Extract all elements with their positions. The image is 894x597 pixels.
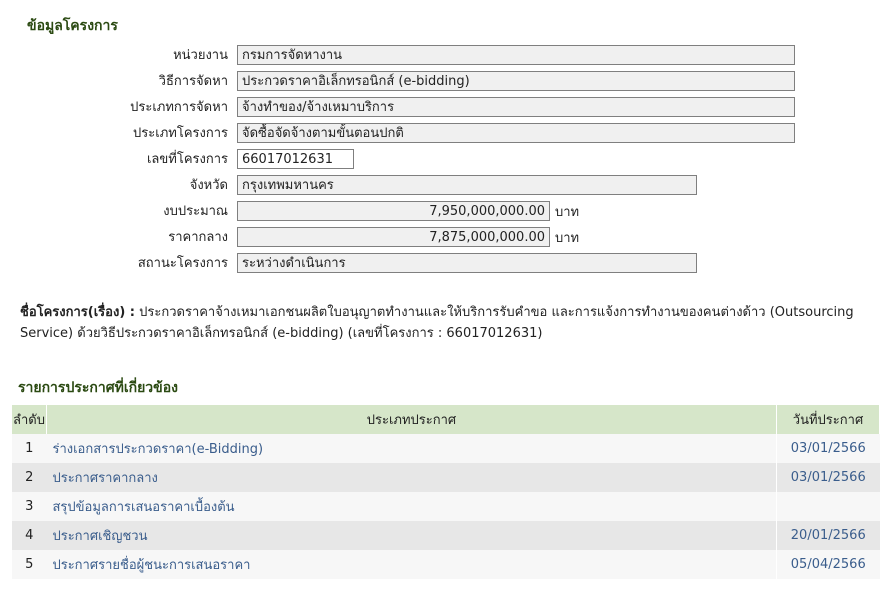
table-row (12, 521, 880, 550)
header-date: วันที่ประกาศ (777, 405, 880, 434)
announcement-date-link[interactable]: 05/04/2566 (777, 550, 880, 579)
status-label: สถานะโครงการ (137, 256, 228, 271)
announcement-link[interactable]: ร่างเอกสารประกวดราคา(e-Bidding) (46, 434, 776, 463)
table-header-row (12, 405, 880, 434)
median-price-label: ราคากลาง (168, 230, 228, 245)
row-number: 2 (12, 463, 46, 492)
field-row-method (0, 71, 228, 93)
median-price-unit: บาท (555, 231, 580, 246)
field-row-project-type (0, 123, 228, 145)
province-field: กรุงเทพมหานคร (237, 175, 697, 195)
announcement-date-link (777, 492, 880, 521)
announcement-link[interactable]: ประกาศราคากลาง (46, 463, 776, 492)
table-row (12, 463, 880, 492)
field-row-status (0, 253, 228, 275)
announcement-date-link[interactable]: 03/01/2566 (777, 463, 880, 492)
project-number-field: 66017012631 (237, 149, 354, 169)
project-type-label: ประเภทโครงการ (133, 126, 228, 141)
header-type: ประเภทประกาศ (46, 405, 776, 434)
row-number: 1 (12, 434, 46, 463)
status-field: ระหว่างดำเนินการ (237, 253, 697, 273)
announcement-date-link[interactable]: 03/01/2566 (777, 434, 880, 463)
announcement-link[interactable]: ประกาศรายชื่อผู้ชนะการเสนอราคา (46, 550, 776, 579)
budget-unit: บาท (555, 205, 580, 220)
table-row (12, 434, 880, 463)
row-number: 4 (12, 521, 46, 550)
median-price-field: 7,875,000,000.00 (237, 227, 550, 247)
budget-field: 7,950,000,000.00 (237, 201, 550, 221)
field-row-procurement-type (0, 97, 228, 119)
row-number: 5 (12, 550, 46, 579)
method-field: ประกวดราคาอิเล็กทรอนิกส์ (e-bidding) (237, 71, 795, 91)
header-no: ลำดับ (12, 405, 46, 434)
field-row-project-number (0, 149, 228, 171)
project-number-label: เลขที่โครงการ (146, 152, 228, 167)
project-name-label: ชื่อโครงการ(เรื่อง) : (20, 305, 135, 320)
announcement-link[interactable]: สรุปข้อมูลการเสนอราคาเบื้องต้น (46, 492, 776, 521)
table-row (12, 492, 880, 521)
announcement-table (12, 405, 880, 579)
field-row-province (0, 175, 228, 197)
project-name-text: ประกวดราคาจ้างเหมาเอกชนผลิตใบอนุญาตทำงานและให้บริการรับคำขอ และการแจ้งการทำงานของคนต่างด้าว (Outsourcing Service) ด้วยวิธีประกวดราคาอิเล็กทรอนิกส์ (e-bidding) (เลขที่โครงการ : 66017012631) (20, 305, 854, 341)
budget-label: งบประมาณ (163, 204, 228, 219)
agency-label: หน่วยงาน (173, 48, 228, 63)
field-row-budget (0, 201, 228, 223)
announcement-link[interactable]: ประกาศเชิญชวน (46, 521, 776, 550)
procurement-type-field: จ้างทำของ/จ้างเหมาบริการ (237, 97, 795, 117)
announcement-date-link[interactable]: 20/01/2566 (777, 521, 880, 550)
method-label: วิธีการจัดหา (158, 74, 228, 89)
project-type-field: จัดซื้อจัดจ้างตามขั้นตอนปกติ (237, 123, 795, 143)
agency-field: กรมการจัดหางาน (237, 45, 795, 65)
project-section-title: ข้อมูลโครงการ (27, 18, 118, 34)
project-name (20, 302, 870, 344)
table-row (12, 550, 880, 579)
province-label: จังหวัด (189, 178, 228, 193)
announcement-section-title: รายการประกาศที่เกี่ยวข้อง (18, 380, 178, 396)
field-row-median-price (0, 227, 228, 249)
field-row-agency (0, 45, 228, 67)
row-number: 3 (12, 492, 46, 521)
procurement-type-label: ประเภทการจัดหา (130, 100, 228, 115)
